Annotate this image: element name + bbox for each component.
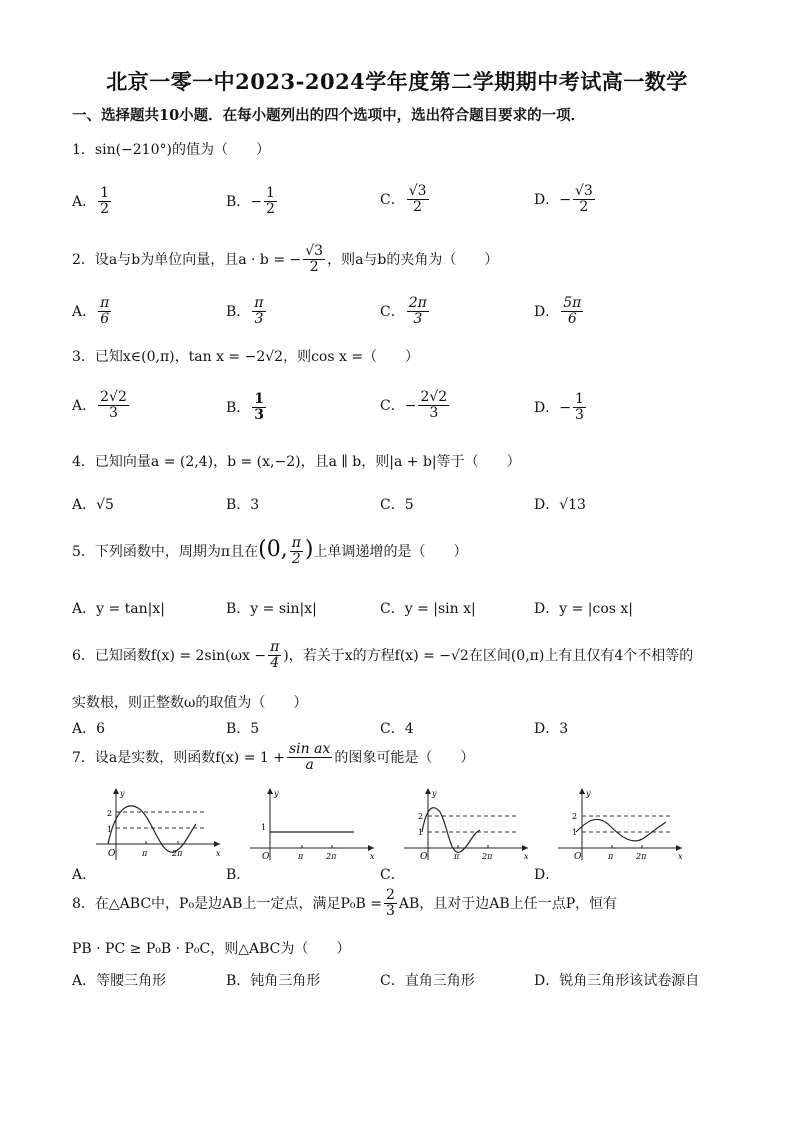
- q4-option-b: B．3: [226, 497, 260, 513]
- q1-option-a: A． $\frac{1}{2}$: [72, 185, 110, 218]
- section-header: 一、选择题共10小题．在每小题列出的四个选项中，选出符合题目要求的一项．: [72, 107, 586, 124]
- question-6-stem-line2: 实数根，则正整数ω的取值为（ ）: [72, 695, 308, 711]
- tick-2pi-label: 2π: [636, 852, 647, 861]
- tick-pi-label: π: [142, 849, 148, 858]
- question-6-stem: 6．已知函数f(x) = 2sin(ωx − $\frac{\pi}{4}$ )，若关于x的方程f(x) = −√2在区间(0,π)上有且仅有4个不相等的: [72, 639, 694, 672]
- q6-option-d: D．3: [534, 721, 569, 737]
- question-5-stem: 5．下列函数中，周期为π且在(0, $\frac{\pi}{2}$ )上单调递增的是（ ）: [72, 535, 468, 568]
- q4-option-c: C．5: [380, 497, 414, 513]
- q7-option-b: B．: [226, 867, 251, 883]
- q8-option-a: A．等腰三角形: [72, 973, 167, 989]
- q7-graph-d: [556, 786, 686, 862]
- q6-option-a: A．6: [72, 721, 106, 737]
- q2-option-c: C． $\frac{2\pi}{3}$: [380, 295, 427, 328]
- q3-option-c: C．− $\frac{2√2}{3}$: [380, 389, 448, 422]
- axis-y-label: y: [586, 789, 591, 798]
- axis-x-label: x: [524, 852, 529, 861]
- q5-option-b: B．y = sin|x|: [226, 601, 317, 617]
- q8-option-b: B．钝角三角形: [226, 973, 321, 989]
- q1-option-c: C． $\frac{√3}{2}$: [380, 183, 427, 216]
- q6-option-b: B．5: [226, 721, 260, 737]
- question-4-stem: 4．已知向量a = (2,4)，b = (x,−2)，且a ∥ b，则|a + b|等于（ ）: [72, 454, 521, 470]
- question-7-stem: 7．设a是实数，则函数f(x) = 1 + $\frac{\text{sin ax}}{a}$ 的图象可能是（ ）: [72, 741, 475, 774]
- q5-option-a: A．y = tan|x|: [72, 601, 165, 617]
- tick-2-label: 2: [107, 809, 113, 818]
- q2-option-b: B． $\frac{\pi}{3}$: [226, 295, 264, 328]
- q2-option-a: A． $\frac{\pi}{6}$: [72, 295, 110, 328]
- tick-2-label: 2: [418, 812, 424, 821]
- origin-label: O: [574, 852, 582, 862]
- q5-option-c: C．y = |sin x|: [380, 601, 476, 617]
- q1-option-d: D．− $\frac{√3}{2}$: [534, 183, 593, 216]
- question-8-stem: 8．在△ABC中，P₀是边AB上一定点，满足P₀B = $\frac{2}{3}$ AB，且对于边AB上任一点P，恒有: [72, 887, 618, 920]
- axis-x-label: x: [678, 852, 683, 861]
- q8-option-d: D．锐角三角形该试卷源自: [534, 973, 700, 989]
- origin-label: O: [262, 852, 270, 862]
- question-2-stem: 2．设a与b为单位向量，且a · b = − $\frac{√3}{2}$ ，则a与b的夹角为（ ）: [72, 243, 499, 276]
- tick-1-label: 1: [261, 823, 267, 832]
- axis-y-label: y: [432, 789, 437, 798]
- axis-x-label: x: [370, 852, 375, 861]
- q3-option-b: B． $\frac{1}{3}$: [226, 391, 265, 424]
- q2-option-d: D． $\frac{5\pi}{6}$: [534, 295, 582, 328]
- q8-option-c: C．直角三角形: [380, 973, 475, 989]
- q7-graph-a: [94, 786, 224, 862]
- q7-graph-c: [402, 786, 532, 862]
- tick-1-label: 1: [572, 828, 578, 837]
- question-8-stem-line2: PB · PC ≥ P₀B · P₀C，则△ABC为（ ）: [72, 941, 351, 957]
- axis-y-label: y: [274, 789, 279, 798]
- tick-pi-label: π: [298, 852, 304, 861]
- q7-graph-b: [248, 786, 378, 862]
- axis-y-label: y: [120, 789, 125, 798]
- q7-option-d: D．: [534, 867, 560, 883]
- tick-1-label: 1: [107, 825, 113, 834]
- origin-label: O: [108, 849, 116, 859]
- tick-2pi-label: 2π: [482, 852, 493, 861]
- page-title: 北京一零一中2023-2024学年度第二学期期中考试高一数学: [106, 69, 688, 94]
- q4-option-a: A．√5: [72, 497, 114, 513]
- q7-option-c: C．: [380, 867, 405, 883]
- origin-label: O: [420, 852, 428, 862]
- q5-option-d: D．y = |cos x|: [534, 601, 633, 617]
- tick-2pi-label: 2π: [326, 852, 337, 861]
- q7-option-a: A．: [72, 867, 97, 883]
- tick-1-label: 1: [418, 828, 424, 837]
- q1-option-b: B．− $\frac{1}{2}$: [226, 185, 275, 218]
- q4-option-d: D．√13: [534, 497, 586, 513]
- q3-option-d: D．− $\frac{1}{3}$: [534, 391, 584, 424]
- axis-x-label: x: [216, 849, 221, 858]
- tick-2-label: 2: [572, 812, 578, 821]
- question-3-stem: 3．已知x∈(0,π)，tan x = −2√2，则cos x =（ ）: [72, 349, 420, 365]
- tick-pi-label: π: [608, 852, 614, 861]
- tick-2pi-label: 2π: [172, 849, 183, 858]
- question-1-stem: 1．sin(−210°)的值为（ ）: [72, 142, 270, 158]
- q6-option-c: C．4: [380, 721, 414, 737]
- q3-option-a: A． $\frac{2√2}{3}$: [72, 389, 127, 422]
- tick-pi-label: π: [454, 852, 460, 861]
